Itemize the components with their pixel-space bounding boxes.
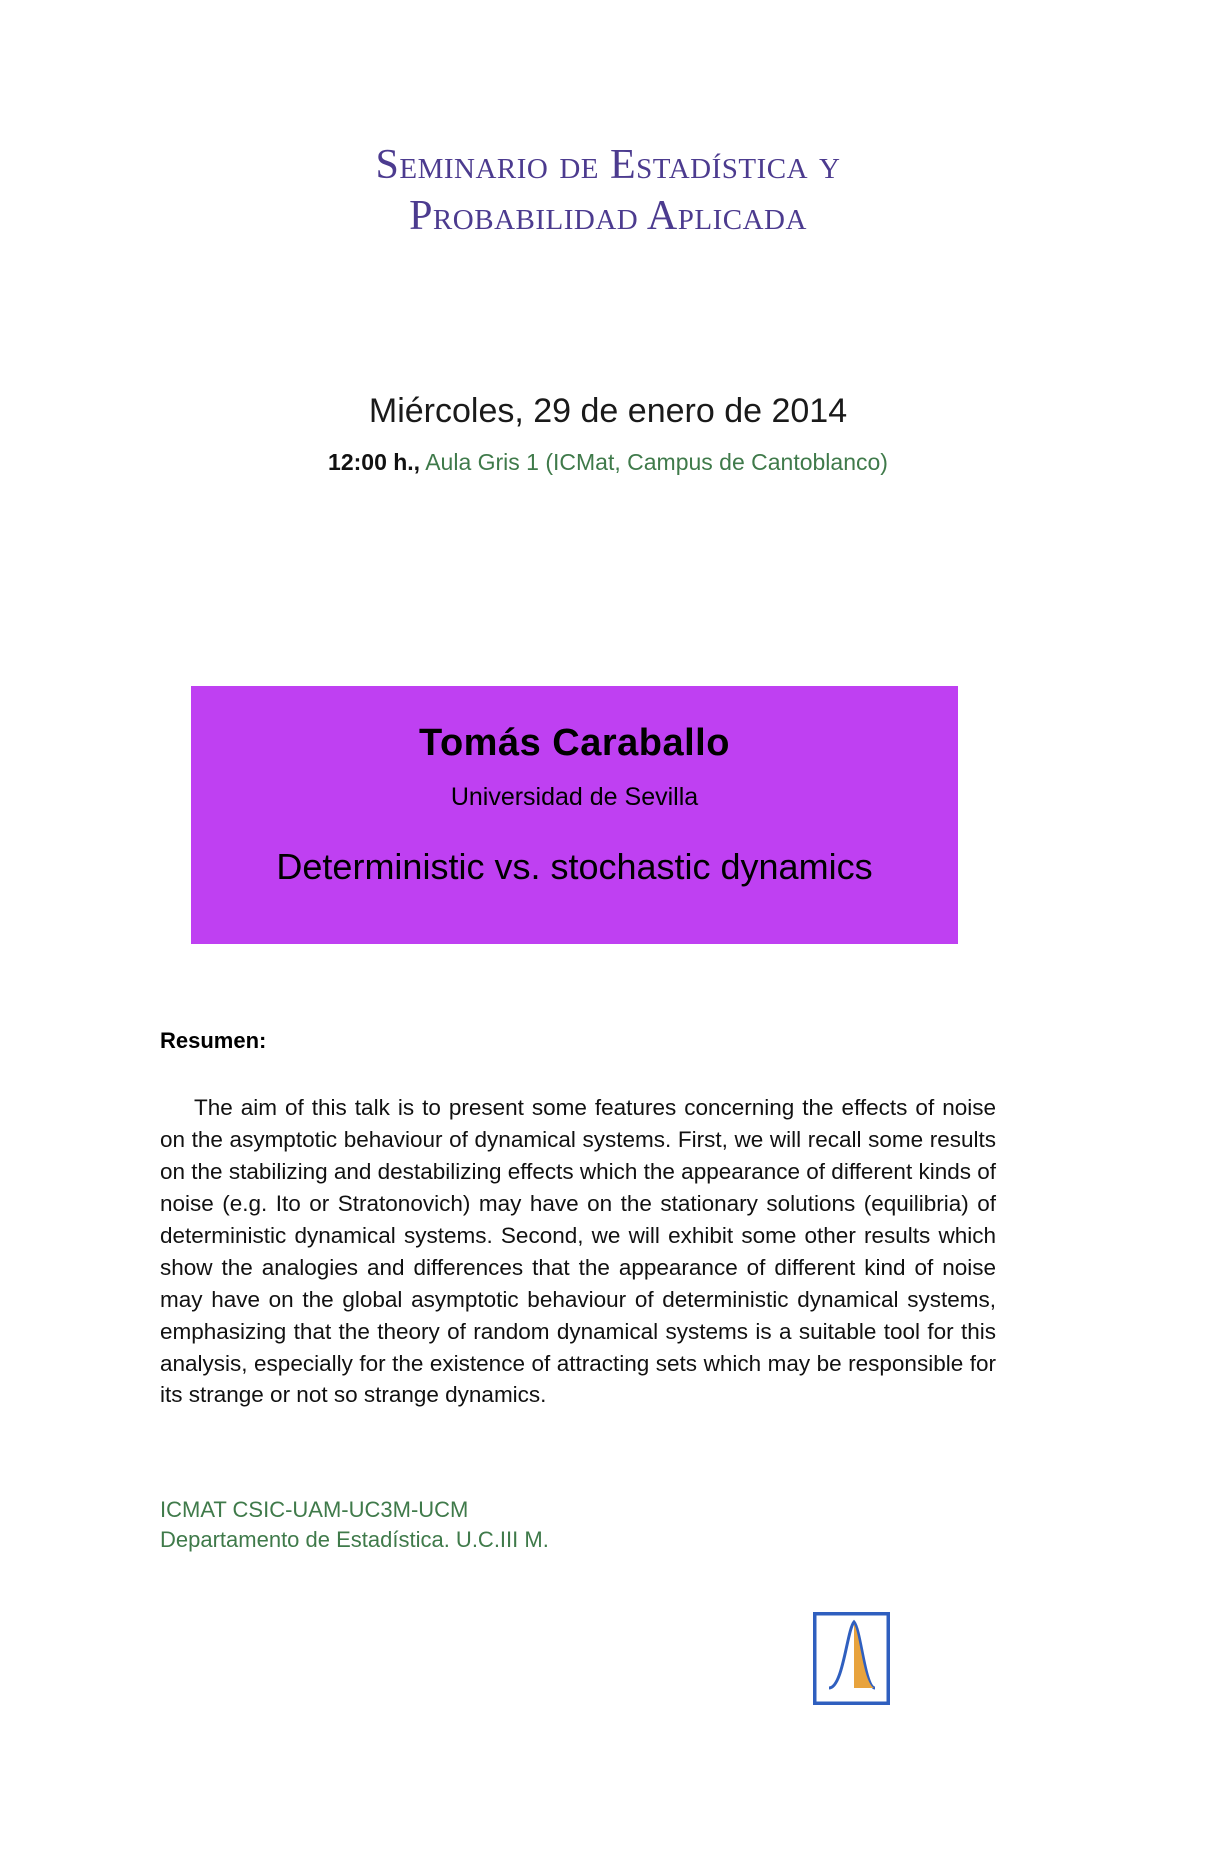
footer-line-1: ICMAT CSIC-UAM-UC3M-UCM xyxy=(160,1497,469,1522)
seminar-title-line-2: Probabilidad Aplicada xyxy=(409,193,807,240)
speaker-box xyxy=(191,686,958,944)
event-hour: 12:00 h., xyxy=(328,449,421,476)
poster-page xyxy=(0,140,1216,1859)
event-date-block xyxy=(0,392,1216,476)
speaker-name: Tomás Caraballo xyxy=(419,722,730,764)
abstract-body xyxy=(160,1092,996,1411)
seminar-header xyxy=(0,140,1216,242)
event-place: Aula Gris 1 (ICMat, Campus de Cantoblanco) xyxy=(420,449,888,476)
speaker-affiliation: Universidad de Sevilla xyxy=(450,783,699,811)
event-place-line xyxy=(0,449,1216,476)
footer-line-2: Departamento de Estadística. U.C.III M. xyxy=(160,1526,549,1552)
talk-title: Deterministic vs. stochastic dynamics xyxy=(276,846,873,887)
icmat-logo xyxy=(813,1612,890,1705)
abstract-text: The aim of this talk is to present some features concerning the effects of noise on the asymptotic behaviour of dynamical systems. First, we will recall some results on the stabilizing and destabilizing effects which the appearance of different kinds of noise (e.g. Ito or Stratonovich) may have on the stationary solutions (equilibria) of deterministic dynamical systems. Second, we will exhibit some other results which show the analogies and differences that the appearance of different kind of noise may have on the global asymptotic behaviour of deterministic dynamical systems, emphasizing that the theory of random dynamical systems is a suitable tool for this analysis, especially for the existence of attracting sets which may be responsible for its strange or not so strange dynamics. xyxy=(160,1095,996,1408)
seminar-title-line-1: Seminario de Estadística y xyxy=(375,142,841,188)
footer-organizers xyxy=(160,1495,549,1554)
abstract-label: Resumen: xyxy=(160,1028,267,1053)
event-date: Miércoles, 29 de enero de 2014 xyxy=(368,392,848,431)
